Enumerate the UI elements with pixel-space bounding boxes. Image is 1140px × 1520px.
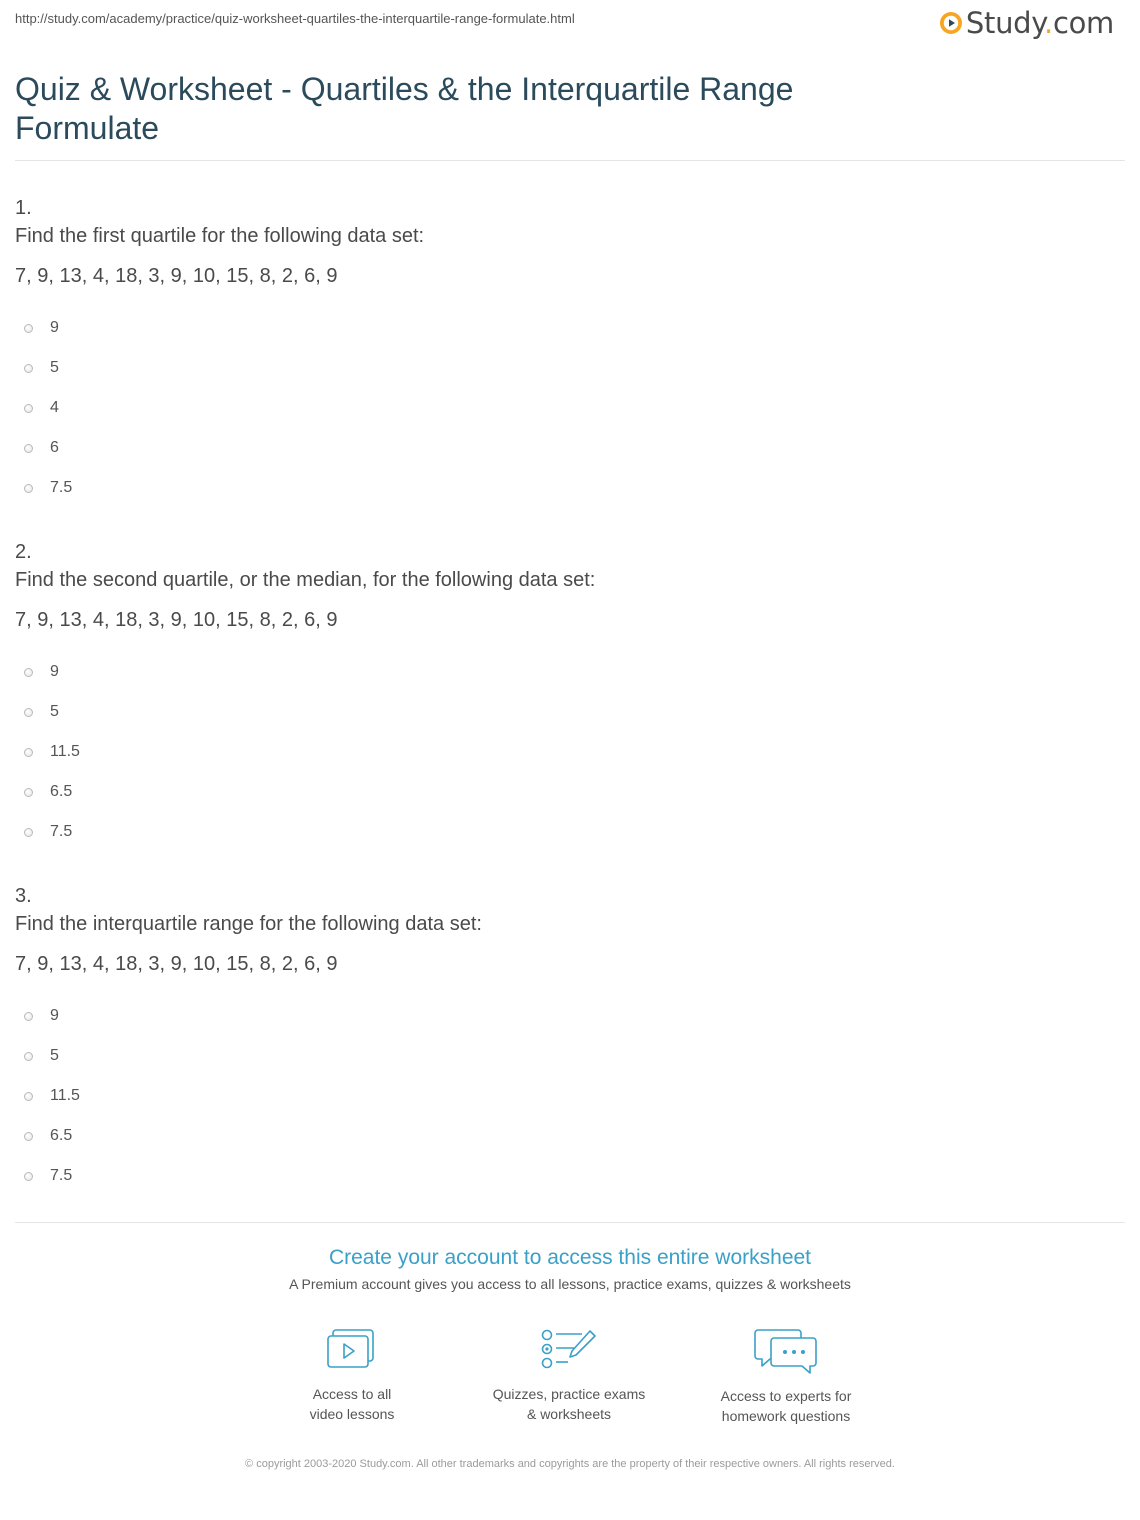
question-2 — [15, 540, 1115, 860]
copyright-notice: © copyright 2003-2020 Study.com. All other trademarks and copyrights are the property of their respective owners. All rights reserved. — [245, 1458, 895, 1470]
question-data-set: 7, 9, 13, 4, 18, 3, 9, 10, 15, 8, 2, 6, 9 — [15, 265, 338, 287]
video-lessons-icon — [326, 1328, 378, 1372]
study-logo[interactable] — [939, 6, 1114, 40]
question-number: 1. — [15, 197, 32, 219]
answer-option-label: 5 — [50, 1047, 59, 1064]
radio-button[interactable] — [24, 668, 33, 677]
question-number: 2. — [15, 541, 32, 563]
answer-option[interactable] — [15, 356, 1115, 380]
radio-button[interactable] — [24, 708, 33, 717]
answer-option[interactable] — [15, 820, 1115, 844]
chat-bubbles-icon — [754, 1328, 818, 1374]
question-data-set: 7, 9, 13, 4, 18, 3, 9, 10, 15, 8, 2, 6, 9 — [15, 609, 338, 631]
answer-options — [15, 660, 1115, 844]
answer-option-label: 7.5 — [50, 823, 73, 840]
radio-button[interactable] — [24, 1012, 33, 1021]
feature-label: Access to all — [312, 1386, 392, 1402]
feature-label: homework questions — [721, 1408, 851, 1424]
page-url: http://study.com/academy/practice/quiz-worksheet-quartiles-the-interquartile-range-formulate.html — [15, 11, 575, 26]
radio-button[interactable] — [24, 484, 33, 493]
answer-option[interactable] — [15, 660, 1115, 684]
radio-button[interactable] — [24, 1172, 33, 1181]
answer-option-label: 7.5 — [50, 479, 73, 496]
radio-button[interactable] — [24, 364, 33, 373]
promo-subheading: A Premium account gives you access to all lessons, practice exams, quizzes & worksheets — [289, 1276, 851, 1292]
feature-quizzes — [469, 1328, 669, 1424]
answer-option[interactable] — [15, 1044, 1115, 1068]
answer-options — [15, 316, 1115, 500]
answer-option[interactable] — [15, 1084, 1115, 1108]
answer-option[interactable] — [15, 1164, 1115, 1188]
play-logo-icon — [939, 11, 963, 35]
feature-label: video lessons — [309, 1406, 395, 1422]
question-text: Find the second quartile, or the median, for the following data set: — [15, 569, 596, 591]
question-3 — [15, 884, 1115, 1204]
radio-button[interactable] — [24, 324, 33, 333]
feature-video-lessons — [252, 1328, 452, 1424]
logo-wordmark: Study.com — [965, 6, 1114, 40]
radio-button[interactable] — [24, 404, 33, 413]
radio-button[interactable] — [24, 828, 33, 837]
question-number: 3. — [15, 885, 32, 907]
question-data-set: 7, 9, 13, 4, 18, 3, 9, 10, 15, 8, 2, 6, 9 — [15, 953, 338, 975]
page-title: Quiz & Worksheet - Quartiles & the Interquartile Range Formulate — [15, 71, 794, 146]
feature-label: Quizzes, practice exams — [492, 1386, 646, 1402]
radio-button[interactable] — [24, 1052, 33, 1061]
feature-label: & worksheets — [526, 1406, 612, 1422]
answer-option-label: 11.5 — [50, 1087, 80, 1104]
answer-options — [15, 1004, 1115, 1188]
answer-option-label: 5 — [50, 703, 59, 720]
answer-option[interactable] — [15, 780, 1115, 804]
question-text: Find the first quartile for the following data set: — [15, 225, 425, 247]
radio-button[interactable] — [24, 788, 33, 797]
quiz-checklist-icon — [540, 1328, 598, 1372]
answer-option-label: 4 — [50, 399, 59, 416]
radio-button[interactable] — [24, 1132, 33, 1141]
question-1 — [15, 196, 1115, 516]
feature-experts — [686, 1328, 886, 1426]
answer-option-label: 9 — [50, 663, 59, 680]
feature-label: Access to experts for — [720, 1388, 852, 1404]
answer-option[interactable] — [15, 700, 1115, 724]
create-account-link[interactable]: Create your account to access this entire worksheet — [328, 1246, 812, 1269]
answer-option[interactable] — [15, 1004, 1115, 1028]
answer-option[interactable] — [15, 476, 1115, 500]
answer-option-label: 5 — [50, 359, 59, 376]
radio-button[interactable] — [24, 1092, 33, 1101]
radio-button[interactable] — [24, 748, 33, 757]
answer-option-label: 6.5 — [50, 783, 73, 800]
answer-option[interactable] — [15, 1124, 1115, 1148]
answer-option[interactable] — [15, 436, 1115, 460]
question-text: Find the interquartile range for the following data set: — [15, 913, 482, 935]
answer-option[interactable] — [15, 740, 1115, 764]
answer-option-label: 9 — [50, 319, 59, 336]
answer-option-label: 7.5 — [50, 1167, 73, 1184]
answer-option[interactable] — [15, 316, 1115, 340]
answer-option-label: 6.5 — [50, 1127, 73, 1144]
answer-option-label: 9 — [50, 1007, 59, 1024]
answer-option-label: 6 — [50, 439, 59, 456]
radio-button[interactable] — [24, 444, 33, 453]
answer-option[interactable] — [15, 396, 1115, 420]
divider — [15, 1222, 1125, 1223]
divider — [15, 160, 1125, 161]
answer-option-label: 11.5 — [50, 743, 80, 760]
